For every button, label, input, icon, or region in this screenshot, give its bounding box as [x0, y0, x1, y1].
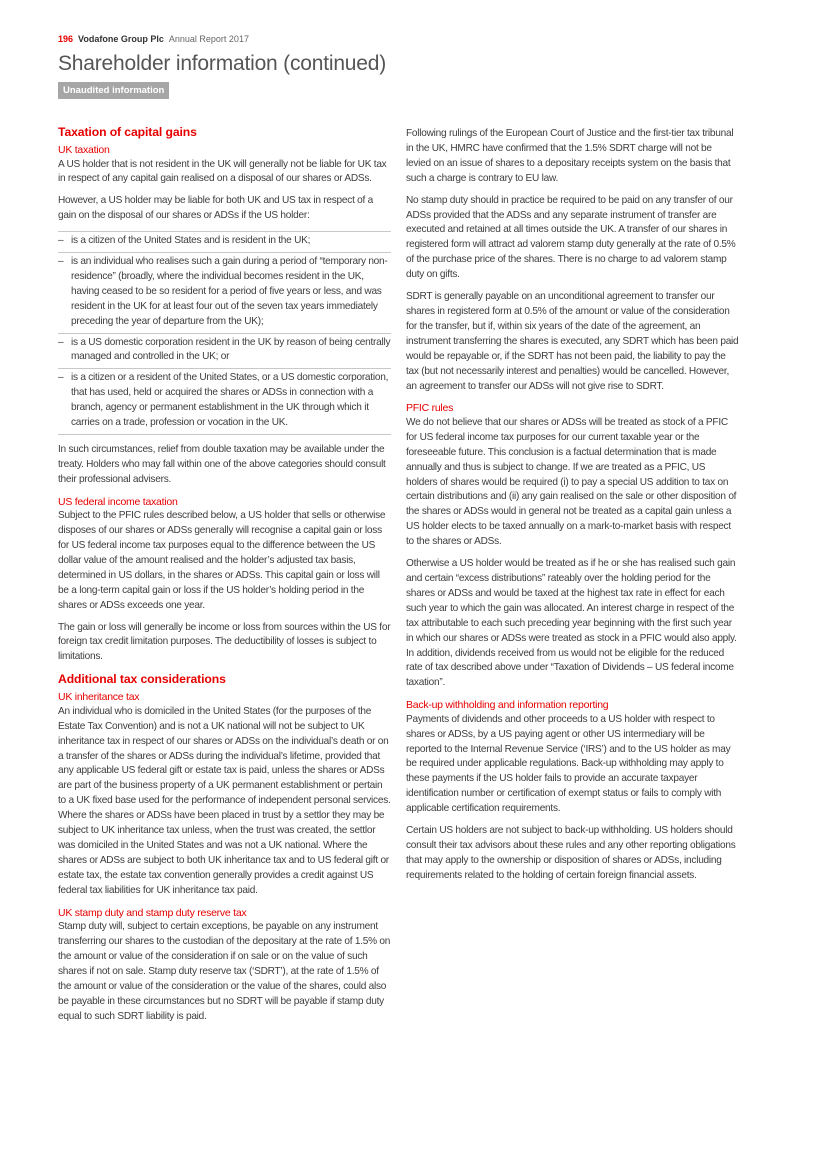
backup-withholding-paragraph-2: Certain US holders are not subject to back-up withholding. US holders should consult their tax advisors about these rules and any other reporting obligations that may apply to the ownership or disposition of shares or ADSs, including requirements related to the holding of certain foreign financial assets.	[406, 825, 736, 881]
page-number: 196	[58, 34, 74, 44]
us-federal-paragraph-2: The gain or loss will generally be income or loss from sources within the US for foreign tax credit limitation purposes. The deductibility of losses is subject to limitations.	[58, 621, 391, 663]
uk-taxation-paragraph-2: However, a US holder may be liable for both UK and US tax in respect of a gain on the disposal of our shares or ADSs if the US holder:	[58, 195, 374, 222]
unaudited-badge: Unaudited information	[58, 82, 169, 99]
right-column	[406, 127, 739, 891]
sdrt-agreement-paragraph: SDRT is generally payable on an unconditional agreement to transfer our shares in registered form at 0.5% of the amount or value of the consideration for the transfer, but if, within six years of the date of the agreement, an instrument transferring the shares is executed, any SDRT which has been paid would be repayable or, if the SDRT has not been paid, the liability to pay the tax (but not necessarily interest and penalties) would be cancelled. However, an agreement to transfer our ADSs will not give rise to SDRT.	[406, 291, 739, 392]
pfic-paragraph-2: Otherwise a US holder would be treated as if he or she has realised such gain and certain “excess distributions” rateably over the holding period for the shares or ADSs and would be taxed at the highest tax rate in effect for each such year to which the gain was allocated. An interest charge in respect of the tax attributable to each such preceding year beginning with the first such year in which our shares or ADSs were treated as stock in a PFIC would also apply. In addition, dividends received from us would not be eligible for the reduced rate of tax described above under “Taxation of Dividends – US federal income taxation”.	[406, 558, 737, 689]
uk-inheritance-tax-heading: UK inheritance tax	[58, 691, 140, 704]
list-item: – is a citizen or a resident of the United States, or a US domestic corporation, that has used, held or acquired the shares or ADSs in connection with a branch, agency or permanent establishment in the UK through which it carries on a trade, profession or vocation in the UK.	[58, 369, 391, 435]
backup-withholding-heading: Back-up withholding and information reporting	[406, 699, 609, 712]
us-federal-paragraph-1: Subject to the PFIC rules described below, a US holder that sells or otherwise disposes of our shares or ADSs generally will recognise a capital gain or loss for US federal income tax purposes equal to the difference between the US dollar value of the amount realised and the holder’s adjusted tax basis, determined in US dollars, in the shares or ADSs. This capital gain or loss will be a long-term capital gain or loss if the US holder’s holding period in the shares or ADSs exceeds one year.	[58, 510, 386, 611]
stamp-duty-heading: UK stamp duty and stamp duty reserve tax	[58, 906, 247, 919]
us-federal-income-taxation-heading: US federal income taxation	[58, 495, 178, 508]
backup-withholding-paragraph-1: Payments of dividends and other proceeds to a US holder with respect to shares or ADSs, by a US paying agent or other US intermediary will be reported to the Internal Revenue Service (‘IRS’) and to the US holder as may be required under applicable regulations. Back-up withholding may apply to these payments if the US holder fails to provide an accurate taxpayer identification number or certification of exempt status or fails to comply with applicable certification requirements.	[406, 713, 731, 815]
uk-inheritance-tax-paragraph: An individual who is domiciled in the United States (for the purposes of the Estate Tax Convention) and is not a UK national will not be subject to UK inheritance tax in respect of our shares or ADSs on the individual’s death or on a transfer of the shares or ADSs during the individual’s lifetime, provided that any applicable US federal gift or estate tax is paid, unless the shares or ADSs are part of the business property of a UK permanent establishment or pertain to a UK fixed base used for the performance of independent personal services. Where the shares or ADSs have been placed in trust by a settlor they may be subject to UK inheritance tax unless, when the trust was created, the settlor was domiciled in the United States and was not a UK national. Where the shares or ADSs are subject to both UK inheritance tax and to US federal gift or estate tax, the estate tax convention generally provides a credit against US federal tax liabilities for UK inheritance tax paid.	[58, 705, 391, 896]
company-name: Vodafone Group Plc	[78, 34, 164, 44]
left-column	[58, 125, 391, 1031]
list-item: – is an individual who realises such a gain during a period of “temporary non-residence” (broadly, where the individual becomes resident in the UK, having ceased to be so resident for a period of five years or less, and was resident in the UK for at least four out of the seven tax years immediately preceding the year of departure from the UK);	[58, 253, 391, 334]
report-name: Annual Report 2017	[168, 34, 249, 44]
capital-gains-heading: Taxation of capital gains	[58, 125, 197, 139]
stamp-duty-paragraph: Stamp duty will, subject to certain exceptions, be payable on any instrument transferring our shares to the custodian of the depositary at the rate of 1.5% on the amount or value of the consideration if on sale or on the value of such shares if not on sale. Stamp duty reserve tax (‘SDRT’), at the rate of 1.5% of the amount or value of the consideration or the value of the shares, could also be payable in these circumstances but no SDRT will be payable if stamp duty equal to such SDRT liability is paid.	[58, 921, 391, 1022]
page-title: Shareholder information (continued)	[58, 52, 387, 75]
holder-conditions-list	[58, 231, 391, 435]
ads-stamp-duty-paragraph: No stamp duty should in practice be required to be paid on any transfer of our ADSs provided that the ADSs and any separate instrument of transfer are executed and retained at all times outside the UK. A transfer of our shares in registered form will attract ad valorem stamp duty generally at the rate of 0.5% of the purchase price of the shares. There is no charge to ad valorem stamp duty on gifts.	[406, 194, 736, 281]
uk-taxation-heading: UK taxation	[58, 144, 110, 156]
pfic-rules-heading: PFIC rules	[406, 402, 454, 415]
list-item: – is a citizen of the United States and is resident in the UK;	[58, 232, 391, 253]
sdrt-ruling-paragraph: Following rulings of the European Court of Justice and the first-tier tax tribunal in the UK, HMRC have confirmed that the 1.5% SDRT charge will not be levied on an issue of shares to a depositary receipts system on the basis that such a charge is contrary to EU law.	[406, 128, 734, 184]
additional-tax-considerations-heading: Additional tax considerations	[58, 672, 226, 687]
double-taxation-relief-paragraph: In such circumstances, relief from double taxation may be available under the treaty. Holders who may fall within one of the above categories should consult their professional advisers.	[58, 444, 386, 485]
pfic-paragraph-1: We do not believe that our shares or ADSs will be treated as stock of a PFIC for US federal income tax purposes for our current taxable year or the foreseeable future. This conclusion is a factual determination that is made annually and thus is subject to change. If we are treated as a PFIC, US holders of shares would be required (i) to pay a special US addition to tax on certain distributions and (ii) any gain realised on the sale or other disposition of the shares or ADSs would in general not be treated as a capital gain unless a US holder elects to be taxed annually on a mark-to-market basis with respect to the shares or ADSs.	[406, 416, 737, 548]
running-header	[58, 34, 249, 44]
list-item: – is a US domestic corporation resident in the UK by reason of being centrally managed and controlled in the UK; or	[58, 334, 391, 370]
uk-taxation-paragraph-1: A US holder that is not resident in the UK will generally not be liable for UK tax in respect of any capital gain realised on a disposal of our shares or ADSs.	[58, 158, 387, 185]
